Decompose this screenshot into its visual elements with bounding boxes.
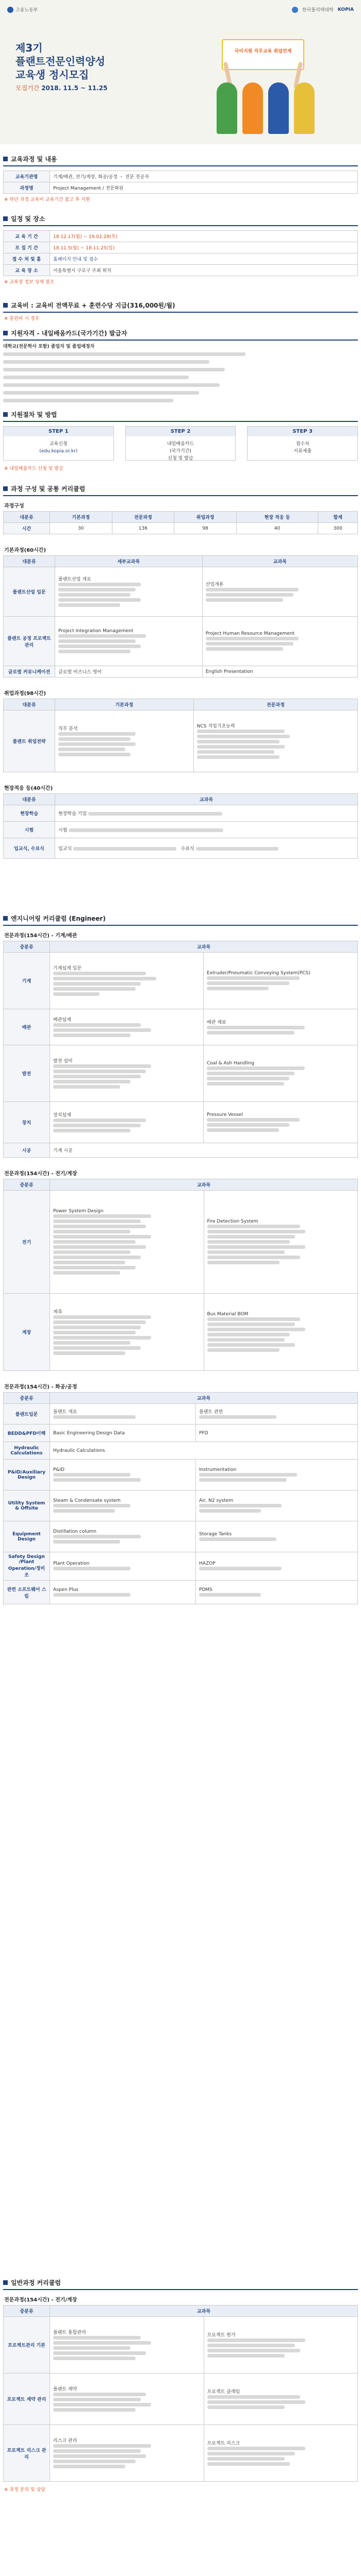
step-head: STEP 2 (126, 427, 236, 436)
section-marker-icon (3, 216, 8, 221)
table-row (4, 171, 358, 182)
cell-line: Steam & Condensate system (53, 1498, 121, 1503)
cell (50, 2317, 204, 2374)
cell-line: 플랜트산업 개요 (58, 577, 91, 582)
cell (50, 1425, 196, 1442)
row-value: Project Management / 전문화된 (50, 182, 358, 194)
table-row (4, 1404, 358, 1425)
eligibility-list (3, 344, 358, 404)
cell (50, 1191, 204, 1294)
emblem-icon (292, 7, 298, 13)
cell-line: NCS 직업기초능력 (196, 724, 235, 729)
col-header: 대분류 (4, 512, 50, 523)
cell: 시공 (4, 1143, 50, 1158)
table-row (4, 1191, 358, 1294)
schedule-table (3, 230, 358, 276)
col-header: 교과목 (50, 2306, 358, 2317)
list-item: 대학교(전문학사 포함) 졸업자 및 졸업예정자 (3, 344, 95, 349)
step-line: 내일배움카드 (167, 442, 194, 447)
col-header: 합계 (318, 512, 358, 523)
col-header: 교과목 (50, 1179, 358, 1191)
table-row (4, 805, 358, 822)
cell: 프로젝트 리스크 관리 (4, 2425, 50, 2482)
cell (196, 1490, 358, 1521)
table-row (4, 953, 358, 1009)
step-line: 신청 및 발급 (168, 456, 193, 461)
cell (196, 1552, 358, 1581)
sub-title: 현장적응 등(40시간) (4, 786, 53, 791)
sub-title: 전문과정(154시간) - 전기/계장 (4, 2297, 77, 2303)
cell: 글로벌 비즈니스 영어 (55, 666, 203, 677)
cell (204, 2374, 358, 2425)
row-value: 홈페이지 안내 및 접수 (50, 253, 358, 265)
step-body (126, 436, 236, 460)
cell-line: Project Integration Management (58, 628, 134, 634)
sub-title: 전문과정(154시간) - 전기/계장 (4, 1171, 77, 1177)
person-icon (217, 82, 237, 134)
cell: Equipment Design (4, 1521, 50, 1552)
col-header: 대분류 (4, 556, 55, 567)
cell: 전기 (4, 1191, 50, 1294)
title-line-3: 교육생 정시모집 (15, 69, 89, 81)
step-list (3, 426, 358, 461)
list-item (3, 375, 358, 381)
ministry-emblem-icon (7, 7, 13, 13)
table-row (4, 822, 358, 838)
table-row (4, 838, 358, 859)
section-title: 일정 및 장소 (11, 215, 45, 223)
table-header (4, 794, 358, 805)
step-card (247, 426, 358, 461)
cell (50, 2425, 204, 2482)
row-label: 과정명 (4, 182, 50, 194)
cell-line: Extruder/Pneumatic Conveying System(PCS) (206, 970, 310, 976)
recruit-period (15, 83, 107, 92)
step-line: 접수처 (296, 442, 309, 447)
table-row (4, 253, 358, 265)
table-row (4, 2425, 358, 2482)
sub-title: 전문과정(154시간) - 화공/공정 (4, 1384, 77, 1390)
table-row (4, 1552, 358, 1581)
table-row (4, 182, 358, 194)
col-header: 기본과정 (55, 699, 194, 710)
hero-banner (0, 0, 361, 144)
section-procedure (3, 408, 358, 473)
cell: 관련 소프트웨어 스킬 (4, 1581, 50, 1604)
cell: P&ID/Auxiliary Design (4, 1460, 50, 1490)
cell-line: 시험 (58, 828, 68, 833)
cell: 300 (318, 523, 358, 534)
cell (50, 1045, 204, 1102)
table-row (4, 666, 358, 677)
cell-line: 수료식 (180, 846, 194, 852)
col-header: 현장 적응 등 (236, 512, 318, 523)
col-header: 대분류 (4, 699, 55, 710)
section-marker-icon (3, 486, 8, 491)
sub-title: 기본과정(60시간) (4, 548, 46, 553)
cell (204, 2425, 358, 2482)
cell-line: 배관설계 (53, 1018, 71, 1023)
table-row (4, 1045, 358, 1102)
cell: 프로젝트 계약 관리 (4, 2374, 50, 2425)
cell-line: Project Human Resource Management (205, 631, 295, 636)
cell-line: Hydraulic Calculations (53, 1448, 105, 1453)
row-label: 모 집 기 간 (4, 242, 50, 253)
cell-line: 장치설계 (53, 1113, 71, 1118)
field-course-table (3, 793, 358, 859)
cell-line: PFD (199, 1430, 208, 1436)
section-title: 지원절차 및 방법 (11, 411, 57, 418)
cell (50, 1521, 196, 1552)
kopia-logo: KOPIA (337, 7, 354, 12)
table-header (4, 941, 358, 953)
cell (50, 2374, 204, 2425)
cell-line: 플랜트 개요 (53, 1410, 77, 1415)
table-row (4, 265, 358, 276)
table-row (4, 1442, 358, 1460)
cell (193, 710, 357, 772)
note: ※ 내일배움카드 신청 및 발급 (4, 466, 63, 471)
cell-line: 현장학습 기업 (58, 811, 87, 817)
cell-line: Pressure Vessel (206, 1112, 243, 1117)
section-course-info (3, 152, 358, 205)
table-row (4, 1460, 358, 1490)
row-value: 기계/배관, 전기/계장, 화공/공정 ・ 전문 전공자 (50, 171, 358, 182)
cell-line: Fire Detection System (207, 1218, 258, 1224)
list-item (3, 390, 358, 397)
cell-line: HAZOP (199, 1561, 216, 1566)
table-row (4, 1009, 358, 1045)
cell: 시험 (4, 822, 55, 838)
cell-line: 리스크 관리 (53, 2438, 77, 2444)
note: ※ 훈련비 시 경우 (4, 316, 40, 321)
cell-line: 플랜트 통합관리 (53, 2330, 86, 2335)
table-row (4, 2374, 358, 2425)
cell-line: Basic Engineering Design Data (53, 1430, 125, 1436)
cell (196, 1404, 358, 1425)
cell: 기계 (4, 953, 50, 1009)
cell: 시간 (4, 523, 50, 534)
cell: 136 (112, 523, 174, 534)
cell-line: 직무 분석 (58, 726, 78, 732)
cell-line: Distillation column (53, 1529, 96, 1534)
list-item (3, 359, 358, 366)
cell-line: 플랜트 계약 (53, 2387, 77, 2392)
row-label: 접 수 처 및 홈 (4, 253, 50, 265)
step-line: (국가기간) (170, 449, 191, 454)
section-schedule (3, 212, 358, 287)
cell (50, 1442, 358, 1460)
cell (204, 2317, 358, 2374)
step-link[interactable]: (edu.kopia.or.kr) (39, 449, 78, 454)
person-icon (242, 82, 263, 134)
cell (50, 953, 204, 1009)
list-item (3, 351, 358, 358)
section-curriculum-general (3, 2276, 358, 2495)
cell: 플랜트 공정 프로젝트 관리 (4, 617, 55, 666)
cell (50, 1102, 204, 1143)
title-line-2: 플랜트전문인력양성 (15, 55, 105, 67)
table-row (4, 617, 358, 666)
section-tuition (3, 299, 358, 405)
cell: 계장 (4, 1294, 50, 1371)
section-marker-icon (3, 916, 8, 921)
engineer-elec-table (3, 1179, 358, 1371)
course-composition-table (3, 511, 358, 534)
cell-line: 계측 (53, 1310, 62, 1315)
cell-line: 배관 재료 (206, 1020, 226, 1025)
section-title: 엔지니어링 커리큘럼 (Engineer) (11, 915, 106, 922)
col-header: 중분류 (4, 1393, 50, 1404)
cell: 장치 (4, 1102, 50, 1143)
section-title: 일반과정 커리큘럼 (11, 2279, 61, 2286)
cell (202, 617, 357, 666)
step-line: 서류제출 (293, 449, 312, 454)
cell: 프로젝트관리 기본 (4, 2317, 50, 2374)
course-table (3, 171, 358, 194)
person-icon (268, 82, 289, 134)
ministry-name: 고용노동부 (15, 8, 38, 13)
partner-name: 한국폴리텍대학 (302, 8, 334, 13)
period-label: 모집기간 (15, 84, 40, 92)
cell-line: Air, N2 system (199, 1498, 233, 1503)
sub-title: 전문과정(154시간) - 기계/배관 (4, 933, 77, 939)
cell (50, 1009, 204, 1045)
cell (196, 1521, 358, 1552)
basic-course-table (3, 555, 358, 677)
section-title: 교육비 : 교육비 전액무료 + 훈련수당 지급(316,000원/월) (11, 302, 175, 309)
table-row (4, 567, 358, 617)
table-row (4, 242, 358, 253)
cell (55, 567, 203, 617)
cell: 플랜트 취업전략 (4, 710, 55, 772)
cell (204, 1294, 358, 1371)
table-row (4, 523, 358, 534)
col-header: 교과목 (50, 1393, 358, 1404)
cell-line: 프로젝트 리스크 (207, 2441, 240, 2446)
cell: 배관 (4, 1009, 50, 1045)
table-header (4, 1179, 358, 1191)
cell-line: 프로젝트 클레임 (207, 2389, 240, 2395)
engineer-mech-table (3, 941, 358, 1158)
table-row (4, 231, 358, 242)
engineer-chem-table (3, 1392, 358, 1604)
cell (55, 838, 358, 859)
cell (50, 1294, 204, 1371)
table-row (4, 1425, 358, 1442)
cell (55, 617, 203, 666)
section-title: 과정 구성 및 공통 커리큘럼 (11, 485, 86, 493)
person-icon (294, 82, 315, 134)
table-header (4, 512, 358, 523)
col-header: 기본과정 (50, 512, 112, 523)
note: ※ 하단 과정 교육비 교육기간 참고 후 지원 (4, 197, 90, 202)
title-line-1: 제3기 (15, 42, 43, 54)
table-row (4, 1294, 358, 1371)
row-label: 교육기관명 (4, 171, 50, 182)
cell-line: 기계설계 입문 (53, 966, 82, 971)
col-header: 전문과정 (112, 512, 174, 523)
cell (196, 1425, 358, 1442)
cell (50, 1490, 196, 1521)
cell-line: Aspen Plus (53, 1587, 78, 1592)
step-line: 교육신청 (49, 442, 68, 447)
col-header: 대분류 (4, 794, 55, 805)
hero-illustration (186, 31, 340, 134)
cell-line: 기계 시공 (53, 1148, 73, 1154)
cell (55, 710, 194, 772)
col-header: 중분류 (4, 1179, 50, 1191)
cell (196, 1460, 358, 1490)
step-card (125, 426, 236, 461)
row-value: 18.12.17(월) ~ 19.02.28(목) (50, 231, 358, 242)
cell: 입교식, 수료식 (4, 838, 55, 859)
note: ※ 과정 문의 및 상담 (4, 2487, 45, 2493)
table-row (4, 710, 358, 772)
cell: BEDD&PFD이해 (4, 1425, 50, 1442)
table-row (4, 1581, 358, 1604)
list-item (3, 382, 358, 389)
step-head: STEP 3 (248, 427, 357, 436)
section-title: 교육과정 및 내용 (11, 156, 57, 163)
cell-line: Bus Material BOM (207, 1311, 249, 1317)
cell (50, 1143, 358, 1158)
cell-line: Coal & Ash Handling (206, 1060, 255, 1066)
sign-board (222, 39, 304, 70)
row-value: 18.11.5(월) ~ 18.11.25(일) (50, 242, 358, 253)
period-value: 2018. 11.5 ~ 11.25 (41, 84, 108, 92)
cell (50, 1460, 196, 1490)
cell: Safety Design /Plant Operation/정비조 (4, 1552, 50, 1581)
cell-line: P&ID (53, 1467, 65, 1472)
step-body (248, 436, 357, 460)
cell-line: PDMS (199, 1587, 212, 1592)
cell (196, 1581, 358, 1604)
cell (50, 1581, 196, 1604)
table-header (4, 2306, 358, 2317)
job-course-table (3, 699, 358, 772)
cell (203, 953, 357, 1009)
cell: 플랜트산업 입문 (4, 567, 55, 617)
cell-line: 산업개론 (205, 582, 224, 587)
cell (50, 1404, 196, 1425)
sub-title: 취업과정(98시간) (4, 691, 46, 697)
table-row (4, 2317, 358, 2374)
step-head: STEP 1 (4, 427, 113, 436)
col-header: 중분류 (4, 941, 50, 953)
note: ※ 교육장 정보 상세 참조 (4, 280, 55, 285)
cell (202, 567, 357, 617)
cell: 현장학습 (4, 805, 55, 822)
cell-line: Power System Design (53, 1208, 104, 1214)
cell-line: 입교식 (58, 846, 72, 852)
cell-line: Plant Operation (53, 1561, 90, 1566)
table-header (4, 1393, 358, 1404)
ministry-logo (7, 6, 38, 13)
cell-line: Storage Tanks (199, 1531, 232, 1537)
general-table (3, 2305, 358, 2482)
cell (204, 1191, 358, 1294)
section-curriculum-engineer (3, 912, 358, 1604)
cell (203, 1102, 357, 1143)
table-row (4, 1102, 358, 1143)
sign-text: 국비지원 직무교육 취업연계 (234, 49, 292, 54)
col-header: 교과목 (202, 556, 357, 567)
row-value: 서울특별시 구로구 주최 위치 (50, 265, 358, 276)
col-header: 교과목 (55, 794, 358, 805)
section-marker-icon (3, 412, 8, 417)
col-header: 취업과정 (174, 512, 237, 523)
section-curriculum-common (3, 482, 358, 859)
list-item (3, 367, 358, 374)
cell (50, 1552, 196, 1581)
section-title: 지원자격 - 내일배움카드(국가기간) 발급자 (11, 330, 127, 337)
cell-line: 플랜트 관련 (199, 1410, 223, 1415)
cell-line: Instrumentation (199, 1467, 237, 1472)
table-header (4, 699, 358, 710)
cell-line: 발전 설비 (53, 1059, 73, 1064)
cell (55, 822, 358, 838)
cell: English Presentation (202, 666, 357, 677)
col-header: 중분류 (4, 2306, 50, 2317)
cell: Hydraulic Calculations (4, 1442, 50, 1460)
cell (203, 1045, 357, 1102)
section-marker-icon (3, 157, 8, 161)
section-marker-icon (3, 303, 8, 308)
table-header (4, 556, 358, 567)
col-header: 교과목 (50, 941, 358, 953)
step-card (3, 426, 114, 461)
page-title (15, 41, 105, 81)
table-row (4, 1521, 358, 1552)
cell: 30 (50, 523, 112, 534)
table-row (4, 1143, 358, 1158)
cell: 플랜트입문 (4, 1404, 50, 1425)
col-header: 전문과정 (193, 699, 357, 710)
cell (203, 1009, 357, 1045)
cell: 40 (236, 523, 318, 534)
section-marker-icon (3, 2280, 8, 2285)
cell: Utility System & Offsite (4, 1490, 50, 1521)
row-label: 교 육 기 간 (4, 231, 50, 242)
sub-title: 과정구성 (4, 503, 24, 509)
step-body (4, 436, 113, 460)
cell: 발전 (4, 1045, 50, 1102)
cell-line: 프로젝트 원가 (207, 2333, 236, 2338)
section-marker-icon (3, 331, 8, 335)
list-item (3, 398, 358, 404)
col-header: 세부교과목 (55, 556, 203, 567)
cell (55, 805, 358, 822)
cell: 글로벌 커뮤니케이션 (4, 666, 55, 677)
row-label: 교 육 장 소 (4, 265, 50, 276)
table-row (4, 1490, 358, 1521)
partner-logos (292, 6, 354, 13)
cell: 98 (174, 523, 237, 534)
